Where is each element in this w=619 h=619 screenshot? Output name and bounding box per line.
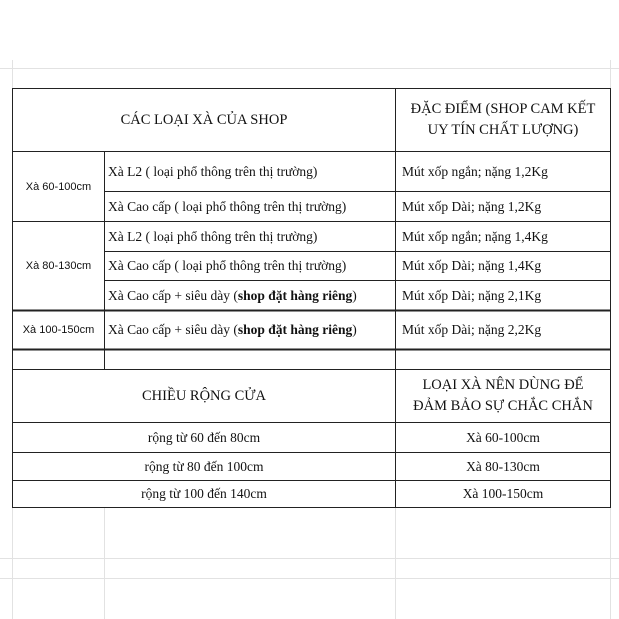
bottom-header-door-width	[13, 370, 395, 422]
bar-type-cell: Xà Cao cấp ( loại phổ thông trên thị trường)	[108, 258, 347, 273]
bar-type-bold-note: shop đặt hàng riêng	[237, 322, 353, 337]
top-header-right-line2: UY TÍN CHẤT LƯỢNG)	[427, 122, 579, 138]
top-header-left-label: CÁC LOẠI XÀ CỦA SHOP	[120, 111, 288, 128]
recommended-bar-cell: Xà 100-150cm	[462, 486, 544, 501]
size-group-label: Xà 80-130cm	[25, 260, 92, 272]
door-width-cell: rộng từ 60 đến 80cm	[147, 429, 261, 445]
feature-cell: Mút xốp ngắn; nặng 1,2Kg	[402, 163, 548, 179]
bar-type-cell: Xà L2 ( loại phổ thông trên thị trường)	[108, 228, 318, 244]
feature-cell: Mút xốp Dài; nặng 2,1Kg	[402, 287, 542, 303]
recommended-bar-cell: Xà 60-100cm	[466, 429, 540, 445]
bar-type-cell: Xà Cao cấp + siêu dày ( shop đặt hàng riêng )	[108, 322, 357, 337]
bottom-header-right-line2: ĐẢM BẢO SỰ CHẮC CHẮN	[413, 398, 593, 414]
feature-cell: Mút xốp Dài; nặng 1,2Kg	[402, 198, 542, 214]
top-header-bar-types	[13, 89, 395, 151]
bar-type-bold-note: shop đặt hàng riêng	[237, 287, 353, 303]
bottom-header-left-label: CHIỀU RỘNG CỬA	[141, 387, 267, 404]
top-header-right-line1: ĐẶC ĐIỂM (SHOP CAM KẾT	[410, 101, 596, 117]
bar-type-cell: Xà Cao cấp ( loại phổ thông trên thị trường)	[108, 198, 347, 214]
feature-cell: Mút xốp Dài; nặng 2,2Kg	[402, 322, 542, 337]
door-width-cell: rộng từ 80 đến 100cm	[144, 458, 264, 474]
feature-cell: Mút xốp ngắn; nặng 1,4Kg	[402, 228, 548, 244]
size-group-label: Xà 60-100cm	[25, 180, 92, 193]
bottom-header-recommended	[396, 370, 610, 422]
feature-cell: Mút xốp Dài; nặng 1,4Kg	[402, 258, 542, 273]
recommended-bar-cell: Xà 80-130cm	[466, 458, 540, 474]
bottom-header-right-line1: LOẠI XÀ NÊN DÙNG ĐỂ	[422, 377, 584, 393]
top-header-features	[396, 89, 610, 151]
size-group-label: Xà 100-150cm	[22, 324, 95, 336]
door-width-cell: rộng từ 100 đến 140cm	[141, 486, 267, 501]
bar-type-cell: Xà Cao cấp + siêu dày ( shop đặt hàng riêng )	[108, 287, 357, 303]
bar-type-cell: Xà L2 ( loại phổ thông trên thị trường)	[108, 163, 318, 179]
